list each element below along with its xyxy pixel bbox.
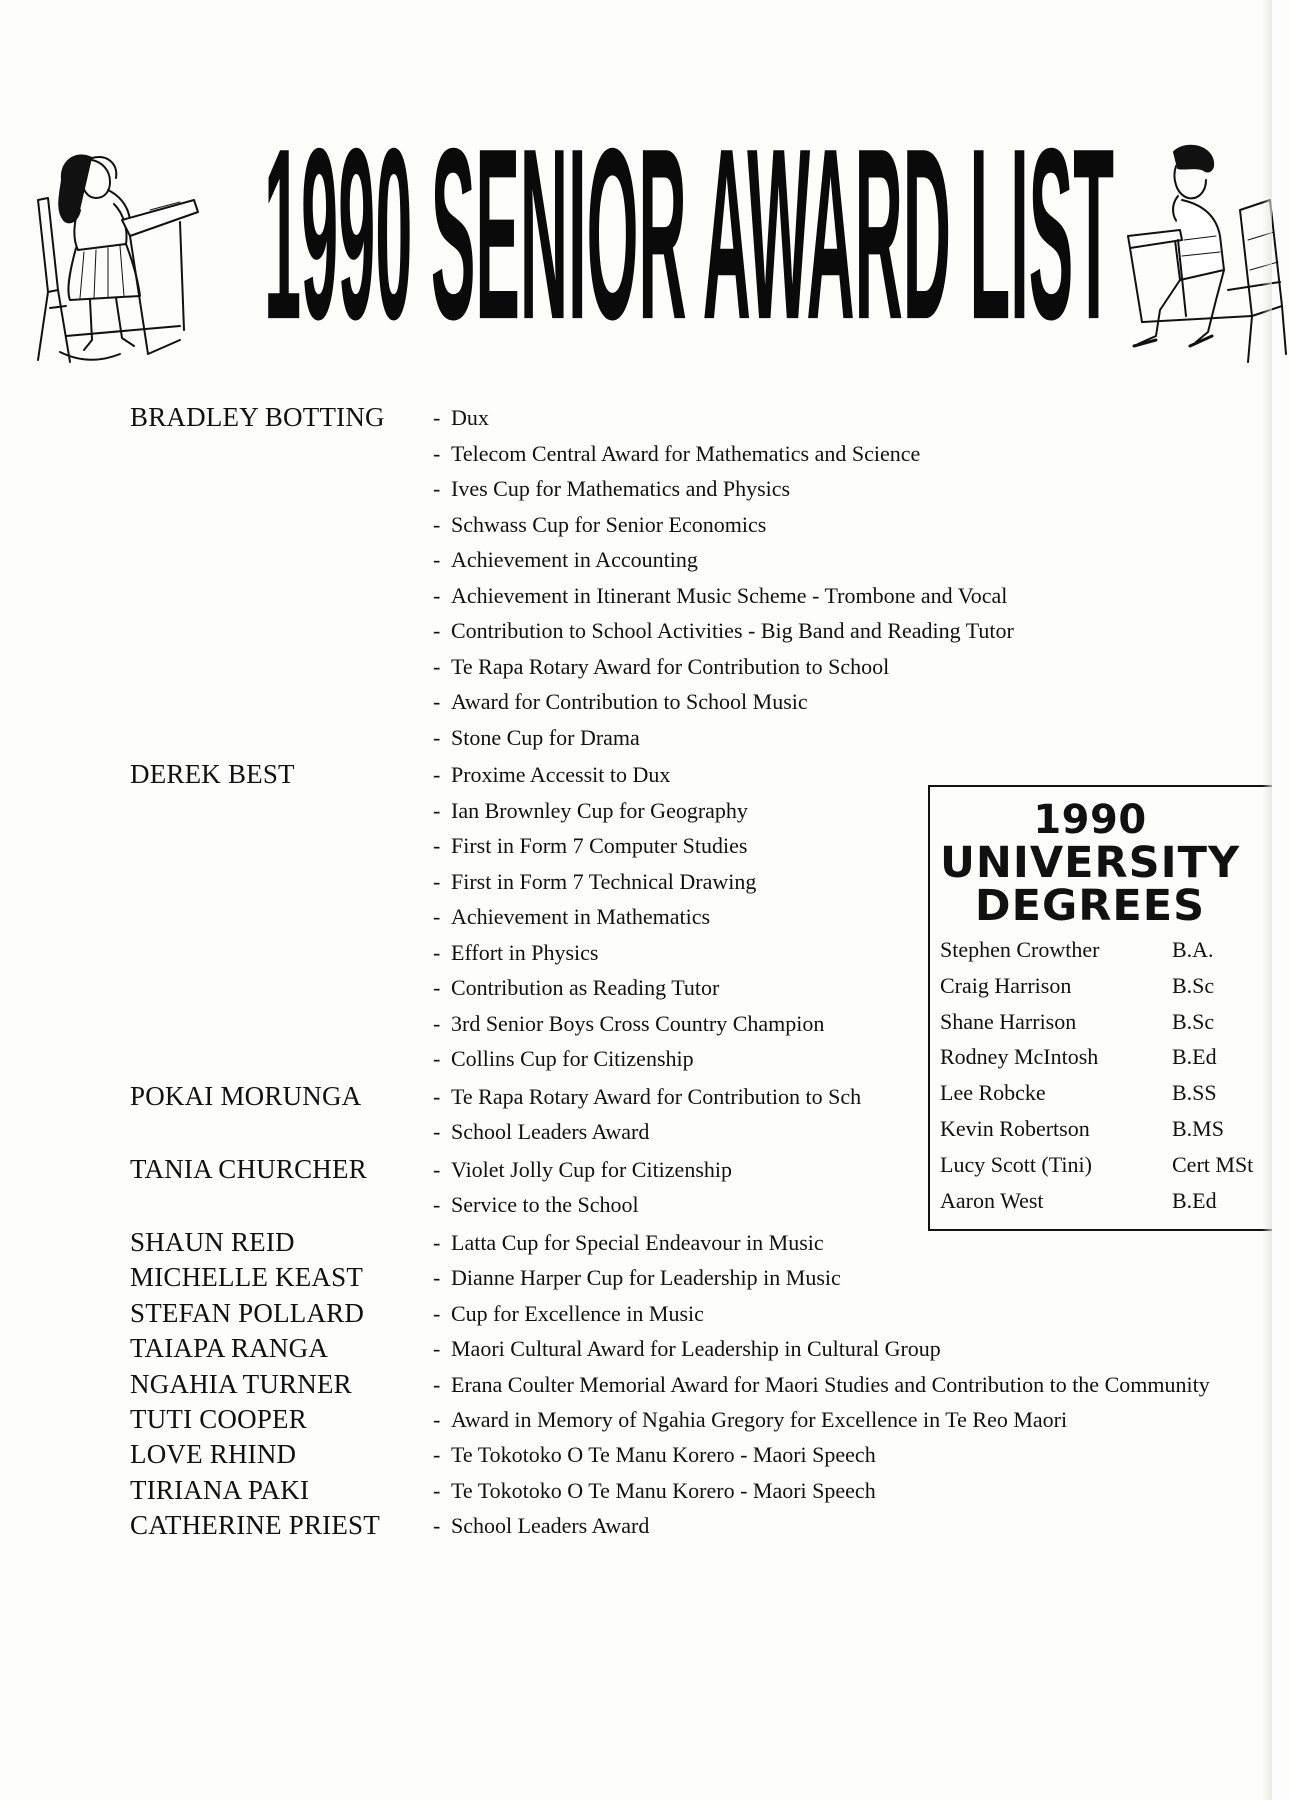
award-items	[433, 1437, 1190, 1473]
award-entry	[130, 1296, 1190, 1332]
recipient-name: TIRIANA PAKI	[130, 1474, 310, 1505]
award-item: - First in Form 7 Computer Studies	[433, 833, 748, 858]
award-item: - First in Form 7 Technical Drawing	[433, 868, 757, 894]
award-items	[433, 1367, 1211, 1402]
award-item: - Te Tokotoko O Te Manu Korero - Maori Speech	[433, 1477, 876, 1503]
degree-row	[930, 968, 1272, 1004]
graduate-name: Lee Robcke	[940, 1080, 1046, 1106]
recipient-name: TANIA CHURCHER	[130, 1153, 367, 1184]
award-item: - Collins Cup for Citizenship	[433, 1046, 694, 1071]
graduate-name: Shane Harrison	[940, 1008, 1077, 1034]
award-item: - Dux	[433, 405, 489, 430]
degree-qualification: B.Sc	[1172, 1008, 1215, 1034]
award-items	[433, 1296, 1190, 1332]
recipient-name: STEFAN POLLARD	[130, 1297, 365, 1328]
award-item: - Achievement in Itinerant Music Scheme - Trombone and Vocal	[433, 582, 1008, 608]
graduate-name: Stephen Crowther	[940, 937, 1100, 962]
award-item: - Violet Jolly Cup for Citizenship	[433, 1156, 732, 1182]
degree-qualification: B.Ed	[1172, 1187, 1217, 1213]
award-entry	[130, 1331, 1190, 1367]
degrees-title-year: 1990	[1033, 797, 1147, 843]
award-item: - Erana Coulter Memorial Award for Maori Studies and Contribution to the Community	[433, 1371, 1210, 1397]
award-item: - Award in Memory of Ngahia Gregory for Excellence in Te Reo Maori	[433, 1406, 1068, 1432]
award-item: - Service to the School	[433, 1192, 639, 1217]
recipient-name: DEREK BEST	[130, 759, 295, 789]
degree-row	[930, 1111, 1272, 1147]
degree-qualification: B.A.	[1172, 937, 1214, 962]
award-item: - Cup for Excellence in Music	[433, 1300, 704, 1326]
degree-row	[930, 1075, 1272, 1111]
award-item: - Te Rapa Rotary Award for Contribution to Sch	[433, 1083, 862, 1109]
graduate-name: Craig Harrison	[940, 972, 1072, 998]
award-items	[433, 1402, 1190, 1438]
degree-row	[930, 1183, 1272, 1219]
award-entry	[130, 1260, 1190, 1296]
award-item: - Dianne Harper Cup for Leadership in Music	[433, 1265, 841, 1290]
graduate-name: Kevin Robertson	[940, 1115, 1090, 1141]
award-item: - Proxime Accessit to Dux	[433, 762, 671, 787]
recipient-name: MICHELLE KEAST	[130, 1262, 364, 1292]
award-items	[433, 1260, 1190, 1296]
page-edge-shadow	[1262, 0, 1272, 1800]
title-text: 1990 SENIOR AWARD LIST	[264, 99, 1115, 371]
award-item: - School Leaders Award	[433, 1119, 650, 1144]
degree-qualification: B.Sc	[1172, 972, 1215, 998]
award-item: - Latta Cup for Special Endeavour in Music	[433, 1229, 824, 1255]
recipient-name: NGAHIA TURNER	[130, 1368, 352, 1399]
award-entry	[130, 1367, 1210, 1402]
award-entry	[130, 400, 1190, 755]
award-item: - Ives Cup for Mathematics and Physics	[433, 476, 791, 501]
award-item: - Achievement in Accounting	[433, 547, 698, 572]
award-item: - Contribution to School Activities - Big Band and Reading Tutor	[433, 618, 1014, 643]
award-items	[433, 1473, 1190, 1509]
degree-row	[930, 1039, 1272, 1075]
award-item: - Maori Cultural Award for Leadership in Cultural Group	[433, 1336, 941, 1361]
university-degrees-box	[928, 785, 1272, 1231]
award-items	[433, 1331, 1190, 1367]
girl-at-desk-illustration	[30, 140, 200, 370]
degree-qualification: B.SS	[1172, 1080, 1217, 1106]
page-title	[258, 99, 1120, 372]
degree-row	[930, 1147, 1272, 1183]
degrees-list	[930, 932, 1272, 1218]
award-item: - Ian Brownley Cup for Geography	[433, 797, 748, 823]
recipient-name: TAIAPA RANGA	[130, 1333, 329, 1363]
recipient-name: TUTI COOPER	[130, 1403, 307, 1434]
recipient-name: POKAI MORUNGA	[130, 1080, 362, 1111]
award-items	[433, 1508, 1190, 1544]
graduate-name: Rodney McIntosh	[940, 1044, 1099, 1070]
recipient-name: BRADLEY BOTTING	[130, 402, 385, 432]
degrees-title	[940, 797, 1241, 931]
award-item: - Te Rapa Rotary Award for Contribution to School	[433, 653, 890, 679]
recipient-name: CATHERINE PRIEST	[130, 1510, 380, 1540]
award-item: - Achievement in Mathematics	[433, 904, 711, 929]
award-item: - Telecom Central Award for Mathematics and Science	[433, 440, 921, 466]
award-entry	[130, 1473, 1190, 1509]
award-item: - Stone Cup for Drama	[433, 724, 640, 750]
award-item: - 3rd Senior Boys Cross Country Champion	[433, 1010, 825, 1036]
award-entry	[130, 1402, 1190, 1438]
award-item: - Award for Contribution to School Music	[433, 689, 808, 714]
award-item: - Contribution as Reading Tutor	[433, 975, 720, 1000]
graduate-name: Aaron West	[940, 1187, 1044, 1213]
award-item: - Te Tokotoko O Te Manu Korero - Maori Speech	[433, 1442, 876, 1467]
award-items	[433, 400, 1190, 755]
degree-qualification: Cert MSt	[1172, 1151, 1254, 1177]
recipient-name: SHAUN REID	[130, 1226, 295, 1257]
award-item: - Schwass Cup for Senior Economics	[433, 511, 767, 537]
recipient-name: LOVE RHIND	[130, 1439, 297, 1469]
degree-qualification: B.MS	[1172, 1115, 1224, 1141]
award-item: - Effort in Physics	[433, 939, 599, 965]
page-header	[30, 99, 1250, 380]
degree-row	[930, 1004, 1272, 1040]
degrees-title-line3: DEGREES	[974, 881, 1206, 931]
degree-row	[930, 932, 1272, 968]
award-item: - School Leaders Award	[433, 1513, 650, 1538]
award-entry	[130, 1437, 1190, 1473]
award-entry	[130, 1508, 1190, 1544]
degree-qualification: B.Ed	[1172, 1044, 1217, 1070]
graduate-name: Lucy Scott (Tini)	[940, 1151, 1092, 1177]
degrees-title-line2: UNIVERSITY	[940, 838, 1241, 888]
